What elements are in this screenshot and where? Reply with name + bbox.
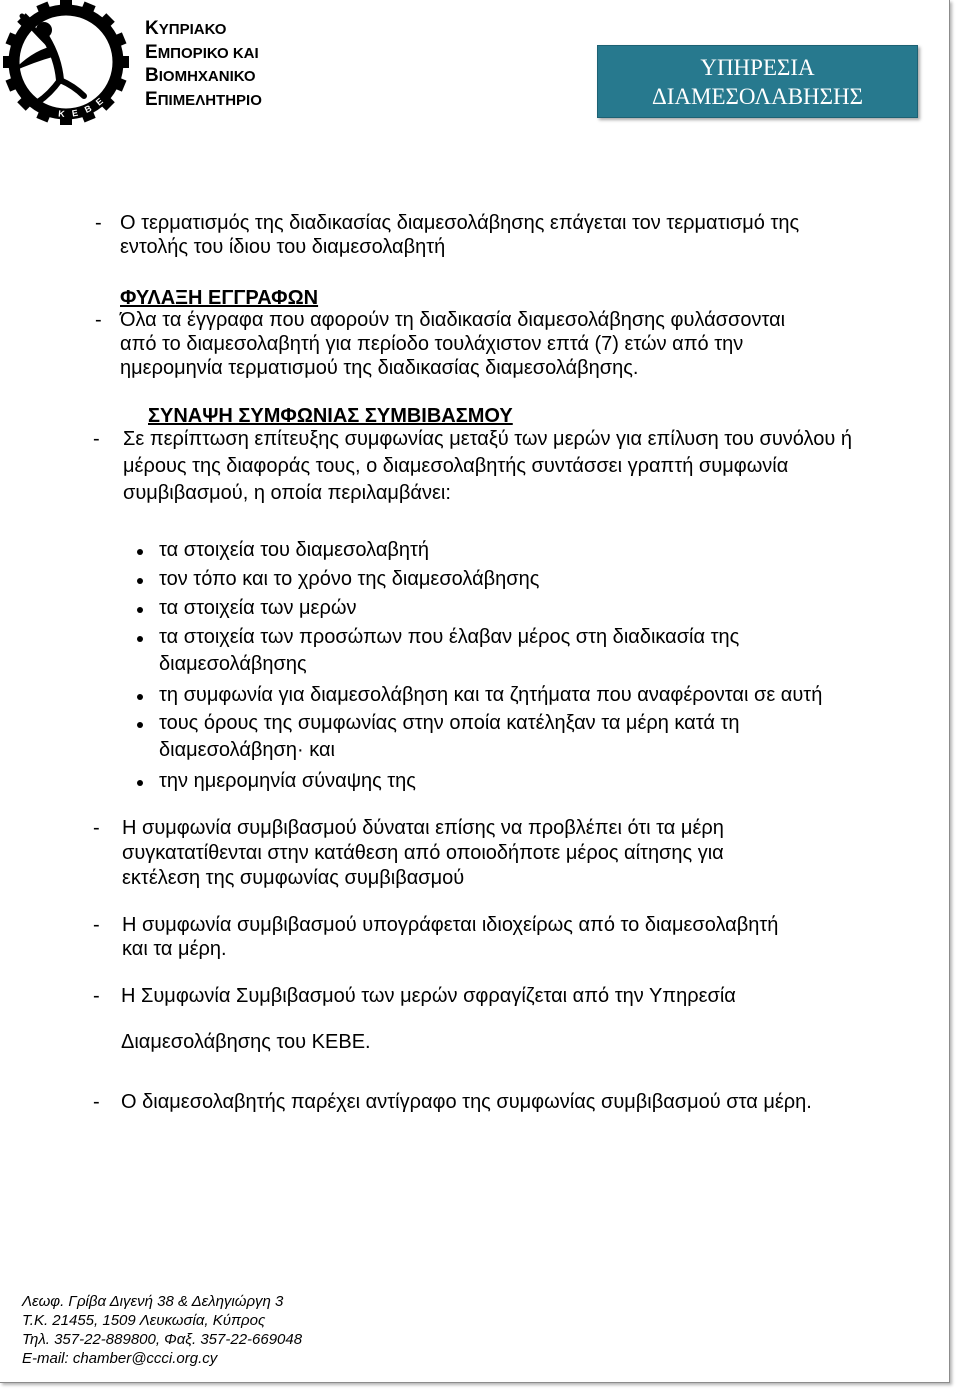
text-line: τη συμφωνία για διαμεσολάβηση και τα ζητήματα που αναφέρονται σε αυτή [159, 684, 823, 706]
paragraph-text [120, 211, 799, 259]
list-item [137, 710, 740, 764]
text-line: Όλα τα έγγραφα που αφορούν τη διαδικασία διαμεσολάβησης φυλάσσονται [120, 309, 786, 331]
list-item-text [159, 566, 539, 593]
text-line: Ο διαμεσολαβητής παρέχει αντίγραφο της συμφωνίας συμβιβασμού στα μέρη. [121, 1091, 812, 1113]
settlement-heading: ΣΥΝΑΨΗ ΣΥΜΦΩΝΙΑΣ ΣΥΜΒΙΒΑΣΜΟΥ [148, 405, 513, 427]
list-item [137, 768, 416, 795]
paragraph-text [121, 1090, 812, 1114]
text-line: μέρους της διαφοράς τους, ο διαμεσολαβητής συντάσσει γραπτή συμφωνία [123, 455, 789, 477]
text-line: τα στοιχεία του διαμεσολαβητή [159, 539, 430, 561]
text-line: Η συμφωνία συμβιβασμού δύναται επίσης να προβλέπει ότι τα μέρη [122, 817, 724, 839]
termination-paragraph [95, 211, 799, 259]
text-line: τον τόπο και το χρόνο της διαμεσολάβησης [159, 568, 540, 590]
seal-paragraph [93, 973, 736, 1065]
bullet-icon [137, 578, 143, 584]
chamber-logo-icon [0, 0, 140, 128]
organization-name [145, 17, 262, 111]
text-line: εντολής του ίδιου του διαμεσολαβητή [120, 236, 446, 258]
records-paragraph [95, 308, 785, 380]
list-item [137, 624, 739, 678]
paragraph-text [120, 308, 785, 380]
list-item-text [159, 537, 429, 564]
footer-email-line: E-mail: chamber@ccci.org.cy [22, 1350, 218, 1367]
list-item-text [159, 624, 739, 678]
list-item [137, 537, 429, 564]
dash-marker: - [93, 817, 100, 839]
gear-tooth [117, 56, 129, 68]
dash-marker: - [95, 309, 102, 331]
paragraph-text [122, 913, 778, 961]
list-item-text [159, 595, 356, 622]
dash-marker: - [93, 914, 100, 936]
paragraph-text [122, 816, 724, 891]
text-line: Η συμφωνία συμβιβασμού υπογράφεται ιδιοχείρως από το διαμεσολαβητή [122, 914, 779, 936]
bullet-icon [137, 694, 143, 700]
text-line: Διαμεσολάβησης του ΚΕΒΕ. [121, 1031, 371, 1053]
bullet-icon [137, 780, 143, 786]
text-line: ημερομηνία τερματισμού της διαδικασίας διαμεσολάβησης. [120, 357, 639, 379]
gear-tooth [3, 56, 15, 68]
figure-leg [38, 80, 60, 102]
org-name-line: ΚΥΠΡΙΑΚΟ [145, 18, 227, 39]
list-item-text [159, 768, 416, 795]
text-line: από το διαμεσολαβητή για περίοδο τουλάχιστον επτά (7) ετών από την [120, 333, 744, 355]
org-name-line: ΒΙΟΜΗΧΑΝΙΚΟ [145, 65, 256, 86]
text-line: τους όρους της συμφωνίας στην οποία κατέληξαν τα μέρη κατά τη [159, 712, 740, 734]
paragraph-text [121, 973, 736, 1065]
text-line: τα στοιχεία των μερών [159, 597, 357, 619]
service-title-line: ΥΠΗΡΕΣΙΑ [700, 54, 815, 80]
list-item-text [159, 710, 740, 764]
text-line: συγκατατίθενται στην κατάθεση από οποιοδήποτε μέρος αίτησης για [122, 842, 724, 864]
logo-letter: Ε [93, 96, 105, 108]
text-line: διαμεσολάβηση· και [159, 739, 335, 761]
bullet-icon [137, 549, 143, 555]
bullet-icon [137, 607, 143, 613]
text-line: την ημερομηνία σύναψης της [159, 770, 416, 792]
logo-letter: Κ [57, 108, 66, 120]
list-item [137, 566, 539, 593]
list-item [137, 682, 822, 709]
text-line: Ο τερματισμός της διαδικασίας διαμεσολάβησης επάγεται τον τερματισμό της [120, 212, 800, 234]
copy-paragraph [93, 1090, 812, 1114]
enforcement-paragraph [93, 816, 724, 891]
paragraph-text [123, 426, 852, 507]
gear-tooth [60, 0, 72, 11]
figure-leg [60, 80, 84, 96]
service-box [597, 45, 918, 118]
text-line: διαμεσολάβησης [159, 653, 307, 675]
dash-marker: - [95, 212, 102, 234]
text-line: και τα μέρη. [122, 938, 227, 960]
footer-address-line: Λεωφ. Γρίβα Διγενή 38 & Δεληγιώργη 3 [22, 1293, 284, 1310]
org-name-line: ΕΠΙΜΕΛΗΤΗΡΙΟ [145, 88, 262, 110]
footer-phone-line: Τηλ. 357-22-889800, Φαξ. 357-22-669048 [22, 1331, 303, 1348]
org-name-line: ΕΜΠΟΡΙΚΟ ΚΑΙ [145, 41, 259, 63]
dash-marker: - [93, 985, 100, 1007]
signature-paragraph [93, 913, 778, 961]
service-title-line: ΔΙΑΜΕΣΟΛΑΒΗΣΗΣ [651, 83, 864, 109]
bullet-icon [137, 722, 143, 728]
text-line: εκτέλεση της συμφωνίας συμβιβασμού [122, 867, 465, 889]
settlement-intro-paragraph [93, 426, 852, 507]
list-item [137, 595, 356, 622]
dash-marker: - [93, 428, 100, 450]
bullet-icon [137, 636, 143, 642]
text-line: Σε περίπτωση επίτευξης συμφωνίας μεταξύ των μερών για επίλυση του συνόλου ή [123, 428, 852, 450]
list-item-text [159, 682, 822, 709]
footer-postal-line: Τ.Κ. 21455, 1509 Λευκωσία, Κύπρος [22, 1312, 266, 1329]
text-line: συμβιβασμού, η οποία περιλαμβάνει: [123, 482, 451, 504]
logo-letter: Β [82, 103, 94, 116]
logo-letter: Ε [71, 107, 79, 119]
text-line: Η Συμφωνία Συμβιβασμού των μερών σφραγίζεται από την Υπηρεσία [121, 985, 736, 1007]
footer-contact [22, 1292, 302, 1368]
dash-marker: - [93, 1091, 100, 1113]
text-line: τα στοιχεία των προσώπων που έλαβαν μέρος στη διαδικασία της [159, 626, 740, 648]
records-heading: ΦΥΛΑΞΗ ΕΓΓΡΑΦΩΝ [120, 287, 319, 309]
